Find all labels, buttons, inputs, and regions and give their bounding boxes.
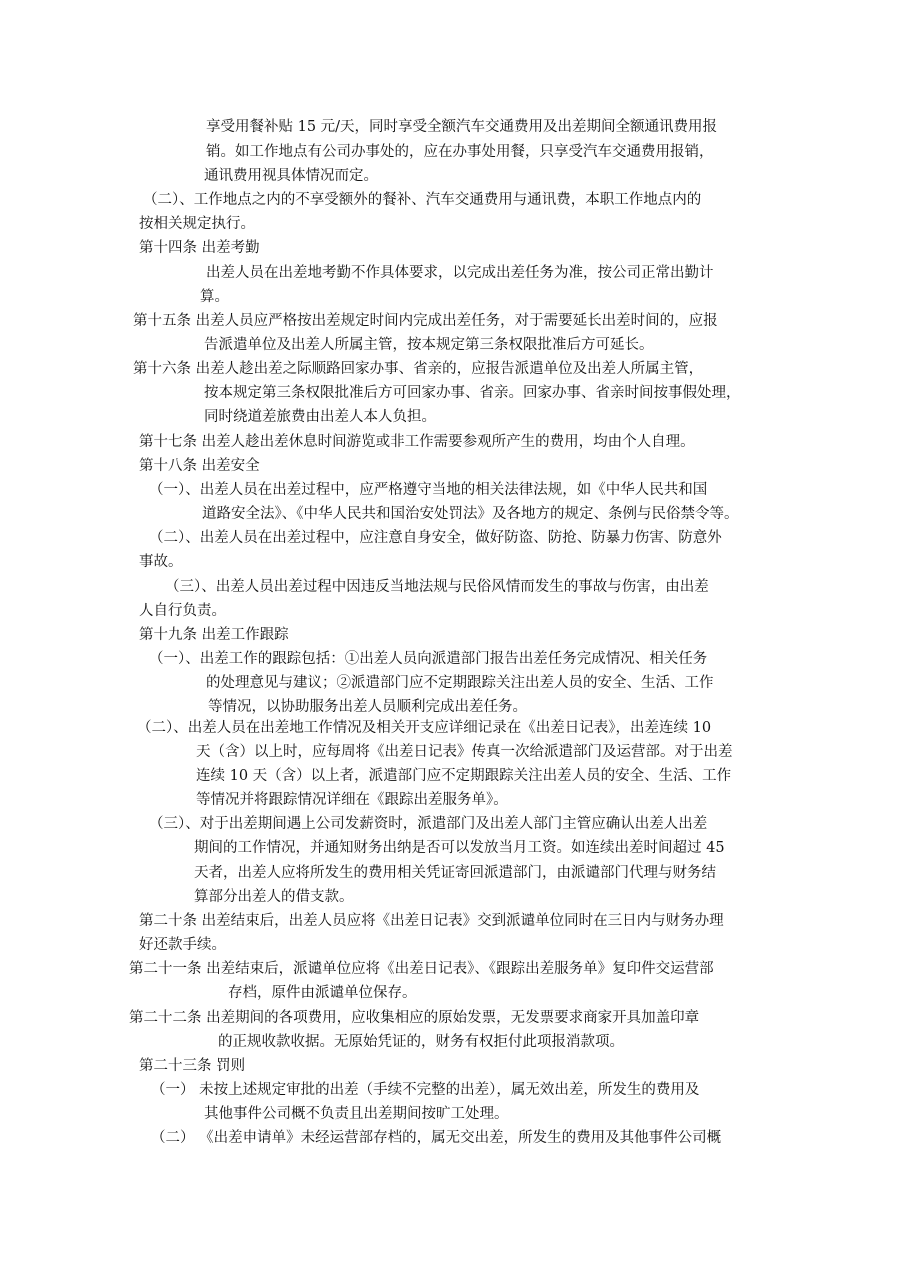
text-line: 通讯费用视具体情况而定。: [204, 168, 378, 184]
text-line: 道路安全法》、《中华人民共和国治安处罚法》及各地方的规定、条例与民俗禁令等。: [202, 506, 739, 522]
text-line: 第十五条 出差人员应严格按出差规定时间内完成出差任务，对于需要延长出差时间的，应报: [133, 313, 718, 329]
text-line: 天（含）以上时，应每周将《出差日记表》传真一次给派遣部门及运营部。对于出差: [196, 744, 733, 760]
text-line: 的正规收款收据。无原始凭证的，财务有权拒付此项报消款项。: [218, 1034, 624, 1050]
text-line: 第二十二条 出差期间的各项费用，应收集相应的原始发票，无发票要求商家开具加盖印章: [129, 1010, 700, 1026]
section-heading: 第十八条 出差安全: [139, 458, 260, 474]
text-line: 告派遣单位及出差人所属主管，按本规定第三条权限批准后方可延长。: [204, 337, 654, 353]
section-heading: 第十九条 出差工作跟踪: [139, 627, 289, 643]
text-line: 第十七条 出差人趁出差休息时间游览或非工作需要参观所产生的费用，均由个人自理。: [139, 434, 695, 450]
text-line: （二） 《出差申请单》未经运营部存档的，属无交出差，所发生的费用及其他事件公司概: [151, 1130, 722, 1146]
text-line: 的处理意见与建议；②派遣部门应不定期跟踪关注出差人员的安全、生活、工作: [206, 675, 714, 691]
text-line: 天者，出差人应将所发生的费用相关凭证寄回派遣部门，由派谴部门代理与财务结: [194, 865, 716, 881]
text-line: 第二十条 出差结束后，出差人员应将《出差日记表》交到派谴单位同时在三日内与财务办理: [139, 913, 724, 929]
text-line: （三）、出差人员出差过程中因违反当地法规与民俗风情而发生的事故与伤害，由出差: [165, 579, 709, 595]
text-line: 按相关规定执行。: [139, 216, 255, 232]
text-line: 其他事件公司概不负责且出差期间按旷工处理。: [204, 1106, 509, 1122]
text-line: 等情况，以协助服务出差人员顺利完成出差任务。: [208, 699, 527, 715]
text-line: 连续 10 天（含）以上者，派遣部门应不定期跟踪关注出差人员的安全、生活、工作: [196, 768, 732, 784]
text-line: 第二十一条 出差结束后，派谴单位应将《出差日记表》、《跟踪出差服务单》复印件交运营部: [129, 961, 714, 977]
text-line: 出差人员在出差地考勤不作具体要求，以完成出差任务为准，按公司正常出勤计: [206, 265, 714, 281]
section-heading: 第十四条 出差考勤: [139, 240, 260, 256]
text-line: 存档，原件由派谴单位保存。: [228, 985, 417, 1001]
text-line: （三）、对于出差期间遇上公司发薪资时，派遣部门及出差人部门主管应确认出差人出差: [149, 816, 708, 832]
text-line: 事故。: [139, 554, 183, 570]
text-line: （二）、出差人员在出差过程中，应注意自身安全，做好防盗、防抢、防暴力伤害、防意外: [149, 530, 722, 546]
text-line: 期间的工作情况，并通知财务出纳是否可以发放当月工资。如连续出差时间超过 45: [194, 840, 725, 856]
text-line: 算。: [200, 289, 229, 305]
text-line: 按本规定第三条权限批准后方可回家办事、省亲。回家办事、省亲时间按事假处理，: [204, 385, 741, 401]
text-line: 算部分出差人的借支款。: [194, 889, 354, 905]
text-line: 销。如工作地点有公司办事处的，应在办事处用餐，只享受汽车交通费用报销，: [206, 144, 714, 160]
text-line: （一）、出差人员在出差过程中，应严格遵守当地的相关法律法规，如《中华人民共和国: [149, 482, 708, 498]
text-line: 第十六条 出差人趁出差之际顺路回家办事、省亲的，应报告派遣单位及出差人所属主管，: [133, 361, 704, 377]
section-heading: 第二十三条 罚则: [139, 1058, 246, 1074]
text-line: （一）、出差工作的跟踪包括：①出差人员向派遣部门报告出差任务完成情况、相关任务: [149, 651, 708, 667]
text-line: （一） 未按上述规定审批的出差（手续不完整的出差），属无效出差，所发生的费用及: [151, 1082, 700, 1098]
text-line: 好还款手续。: [139, 937, 226, 953]
text-line: 享受用餐补贴 15 元/天，同时享受全额汽车交通费用及出差期间全额通讯费用报: [206, 119, 718, 135]
text-line: 等情况并将跟踪情况详细在《跟踪出差服务单》。: [196, 792, 508, 808]
text-line: 人自行负责。: [139, 603, 226, 619]
text-line: 同时绕道差旅费由出差人本人负担。: [204, 409, 436, 425]
text-line: （二）、出差人员在出差地工作情况及相关开支应详细记录在《出差日记表》，出差连续 10: [137, 720, 712, 736]
text-line: （二）、工作地点之内的不享受额外的餐补、汽车交通费用与通讯费，本职工作地点内的: [143, 192, 702, 208]
